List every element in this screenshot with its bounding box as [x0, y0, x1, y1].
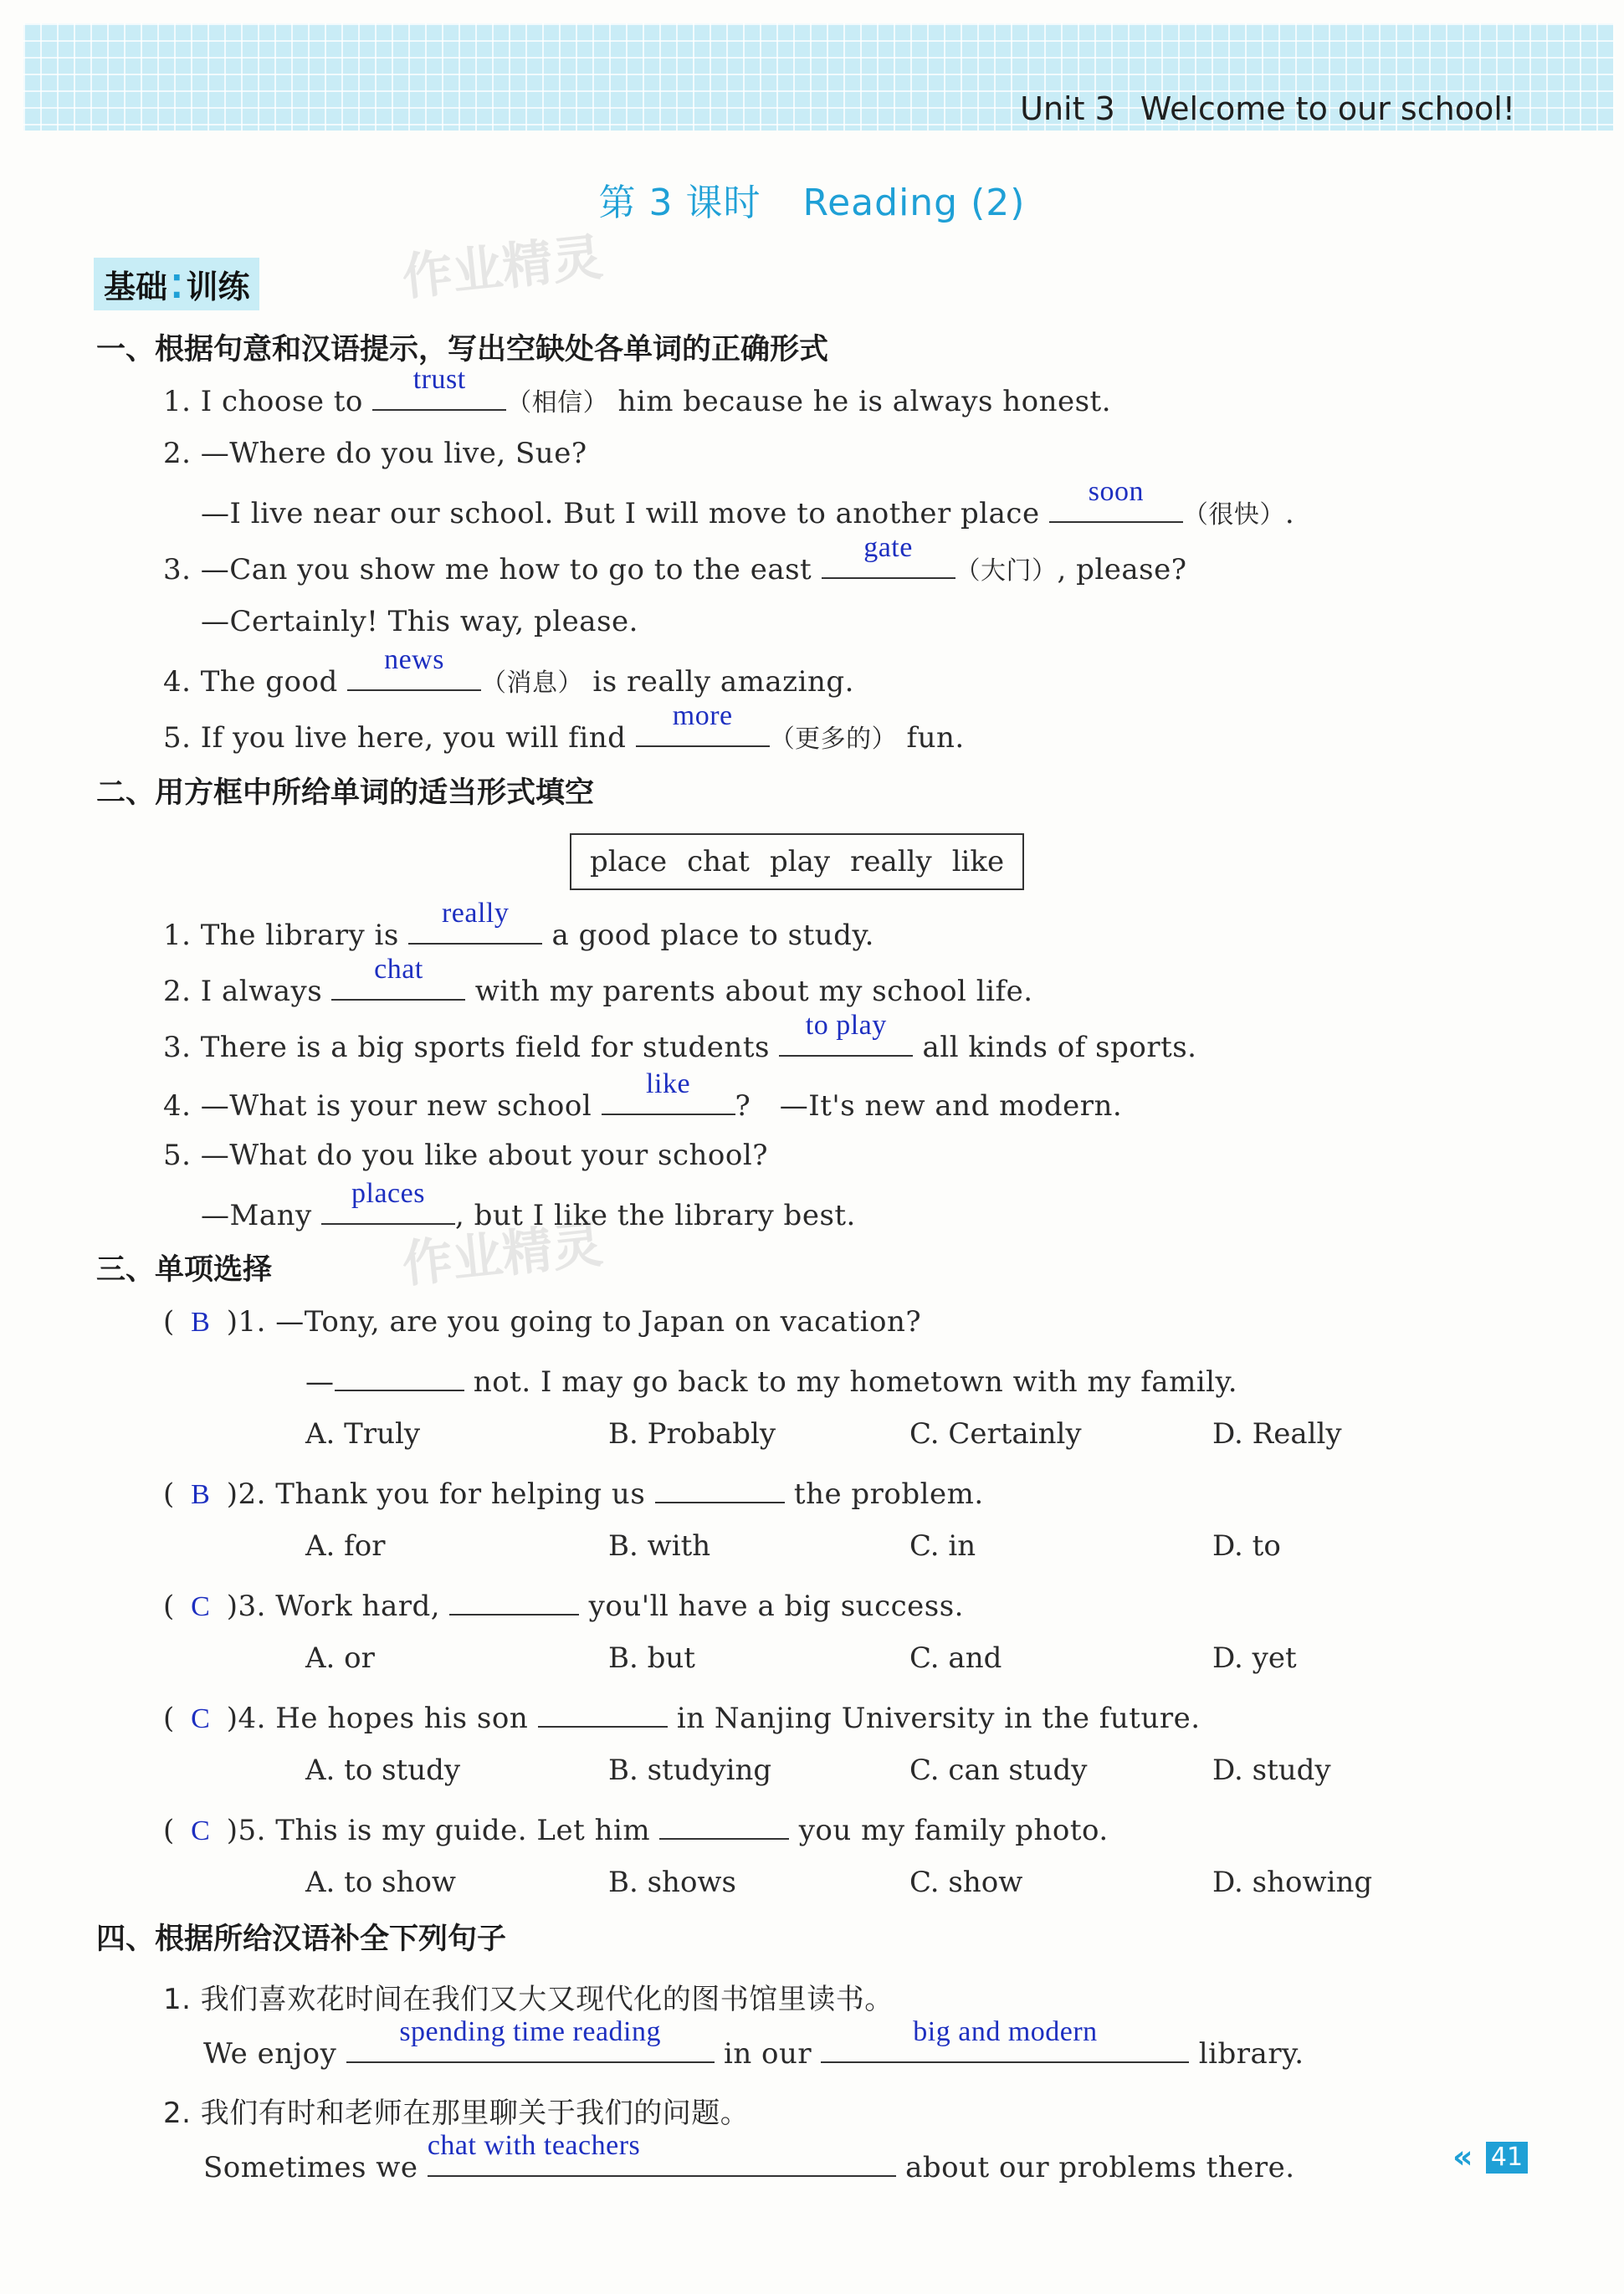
watermark-top: 作业精灵 [399, 228, 606, 308]
section-3-title: 三、单项选择 [96, 1253, 273, 1287]
answer: chat [374, 954, 423, 985]
s1-item-3: 3. —Can you show me how to go to the east gate （大门）, please? [163, 532, 1187, 586]
page-number [1452, 2138, 1531, 2175]
option: C. and [909, 1641, 1002, 1675]
answer: chat with teachers [427, 2130, 641, 2161]
option: B. shows [608, 1866, 736, 1899]
unit-heading [1020, 90, 1515, 127]
option: B. studying [608, 1754, 772, 1787]
s3-question-5: ( C )5. This is my guide. Let him you my family photo. [163, 1810, 1109, 1847]
section-2-title: 二、用方框中所给单词的适当形式填空 [96, 776, 595, 810]
s3-question-4: ( C )4. He hopes his son in Nanjing University in the future. [163, 1697, 1201, 1735]
answer: to play [805, 1010, 887, 1041]
unit-title: Welcome to our school! [1140, 90, 1515, 127]
option: B. Probably [608, 1417, 776, 1451]
s2-item-4: 4. —What is your new school like ? —It's new and modern. [163, 1068, 1123, 1123]
option: A. to study [305, 1754, 461, 1787]
option: D. showing [1212, 1866, 1373, 1899]
option: D. yet [1212, 1641, 1297, 1675]
answer: more [672, 700, 733, 731]
s1-item-3-reply: —Certainly! This way, please. [201, 605, 638, 638]
lesson-number: 第 3 课时 [598, 182, 761, 224]
training-badge [94, 258, 259, 310]
answer: like [646, 1068, 691, 1099]
choice-answer: C [191, 1815, 211, 1846]
s3-question-1-line2: — not. I may go back to my hometown with my family. [305, 1361, 1237, 1399]
s1-item-4: 4. The good news （消息） is really amazing. [163, 644, 854, 699]
s4-item-2-answer: Sometimes we chat with teachers about our problems there. [203, 2130, 1295, 2184]
s4-item-2-chinese: 2. 我们有时和老师在那里聊关于我们的问题。 [163, 2097, 750, 2130]
s3-question-2: ( B )2. Thank you for helping us the problem. [163, 1473, 984, 1511]
s2-item-3: 3. There is a big sports field for students to play all kinds of sports. [163, 1010, 1197, 1064]
badge-dot-icon: ⁚ [171, 269, 183, 305]
double-chevron-left-icon: « [1452, 2138, 1473, 2175]
option: A. to show [305, 1866, 457, 1899]
watermark-middle: 作业精灵 [399, 1215, 606, 1295]
s1-item-2-a: —I live near our school. But I will move to another place soon （很快）. [201, 476, 1295, 530]
option: D. Really [1212, 1417, 1342, 1451]
badge-right: 训练 [186, 269, 250, 305]
s3-question-1: ( B )1. —Tony, are you going to Japan on vacation? [163, 1305, 922, 1339]
answer: news [384, 644, 444, 675]
s2-item-5-q: 5. —What do you like about your school? [163, 1139, 768, 1172]
word-box-item: really [850, 845, 932, 878]
option: A. or [305, 1641, 375, 1675]
choice-answer: C [191, 1591, 211, 1622]
answer: gate [863, 532, 913, 563]
word-box-item: like [951, 845, 1005, 878]
option: C. can study [909, 1754, 1088, 1787]
answer: trust [412, 364, 466, 395]
option: C. show [909, 1866, 1023, 1899]
word-box [570, 833, 1024, 890]
lesson-name: Reading (2) [802, 182, 1026, 224]
s1-item-2-q: 2. —Where do you live, Sue? [163, 437, 587, 470]
answer: soon [1088, 476, 1144, 507]
section-1-title: 一、根据句意和汉语提示，写出空缺处各单词的正确形式 [96, 333, 829, 366]
s1-item-5: 5. If you live here, you will find more （更多的） fun. [163, 700, 965, 755]
badge-left: 基础 [104, 269, 168, 305]
s4-item-1-answer: We enjoy spending time reading in our big and modern library. [203, 2016, 1304, 2071]
choice-answer: B [191, 1479, 211, 1510]
word-box-item: play [769, 845, 831, 878]
unit-number: Unit 3 [1020, 90, 1115, 127]
answer: big and modern [913, 2016, 1098, 2047]
answer: spending time reading [399, 2016, 661, 2047]
option: B. with [608, 1529, 711, 1563]
answer: really [441, 898, 510, 929]
s4-item-1-chinese: 1. 我们喜欢花时间在我们又大又现代化的图书馆里读书。 [163, 1983, 894, 2016]
s3-question-3: ( C )3. Work hard, you'll have a big success. [163, 1585, 964, 1623]
word-box-item: chat [687, 845, 750, 878]
choice-answer: C [191, 1703, 211, 1734]
section-4-title: 四、根据所给汉语补全下列句子 [96, 1923, 507, 1956]
s2-item-5-a: —Many places , but I like the library best. [201, 1178, 856, 1232]
option: C. in [909, 1529, 976, 1563]
s1-item-1: 1. I choose to trust （相信） him because he is always honest. [163, 364, 1112, 418]
s2-item-2: 2. I always chat with my parents about my school life. [163, 954, 1033, 1008]
answer: places [351, 1178, 425, 1209]
page-number-value: 41 [1486, 2142, 1528, 2174]
choice-answer: B [191, 1307, 211, 1338]
word-box-item: place [590, 845, 668, 878]
option: D. study [1212, 1754, 1331, 1787]
option: A. for [305, 1529, 386, 1563]
s2-item-1: 1. The library is really a good place to study. [163, 898, 874, 952]
option: A. Truly [305, 1417, 421, 1451]
option: C. Certainly [909, 1417, 1082, 1451]
lesson-title [0, 172, 1624, 226]
option: B. but [608, 1641, 695, 1675]
option: D. to [1212, 1529, 1281, 1563]
